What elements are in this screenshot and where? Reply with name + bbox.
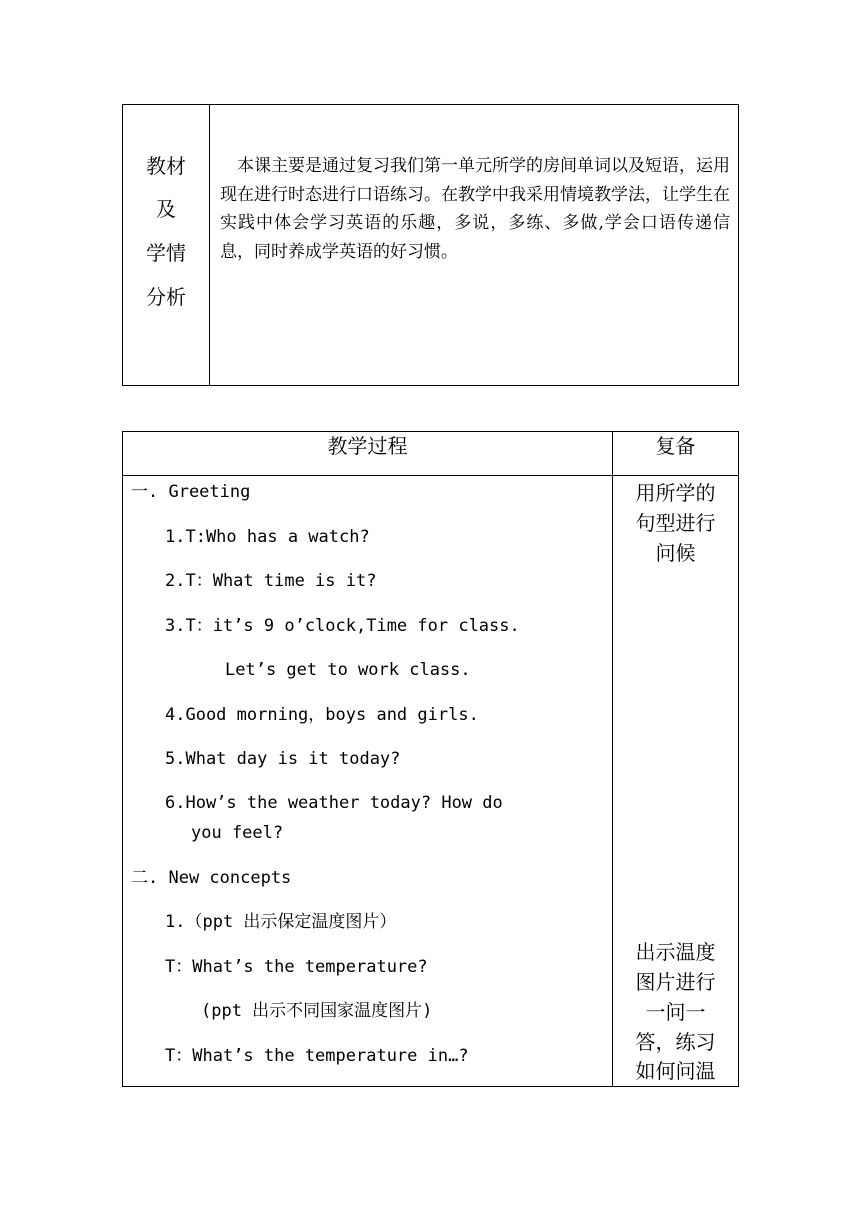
process-line: 4.Good morning，boys and girls. <box>165 705 479 725</box>
process-column-header: 教学过程 <box>327 434 408 458</box>
process-table-header-divider <box>122 475 739 476</box>
analysis-label-line: 及 <box>156 197 176 221</box>
note-line: 用所学的 <box>635 481 716 505</box>
note-line: 答，练习 <box>635 1030 716 1054</box>
process-line: 1.T:Who has a watch? <box>165 527 370 547</box>
section-heading-greeting: 一. Greeting <box>131 482 251 502</box>
analysis-paragraph: 本课主要是通过复习我们第一单元所学的房间单词以及短语，运用现在进行时态进行口语练习。在教学中我采用情境教学法，让学生在实践中体会学习英语的乐趣，多说，多练、多做,学会口语传递信息，同时养成学英语的好习惯。 <box>220 156 730 262</box>
process-line: 1.（ppt 出示保定温度图片） <box>165 912 397 932</box>
note-line: 如何问温 <box>635 1059 716 1083</box>
analysis-label-line: 教材 <box>146 154 186 178</box>
analysis-label-line: 学情 <box>146 241 186 265</box>
process-line: (ppt 出示不同国家温度图片) <box>201 1001 433 1021</box>
notes-column-header: 复备 <box>655 434 696 458</box>
process-line: 5.What day is it today? <box>165 749 401 769</box>
note-line: 图片进行 <box>635 970 716 994</box>
process-line: 2.T：What time is it? <box>165 571 377 591</box>
process-line: T：What’s the temperature in…? <box>165 1046 469 1066</box>
analysis-table-divider <box>209 104 210 386</box>
process-line: 3.T：it’s 9 o’clock,Time for class. <box>165 616 520 636</box>
section-heading-new-concepts: 二. New concepts <box>131 868 292 888</box>
process-line: 6.How’s the weather today? How do <box>165 793 503 813</box>
note-line: 一问一 <box>645 1000 706 1024</box>
note-line: 句型进行 <box>635 511 716 535</box>
note-line: 出示温度 <box>635 940 716 964</box>
process-line: you feel? <box>191 823 284 843</box>
process-line: T：What’s the temperature? <box>165 957 428 977</box>
note-line: 问候 <box>655 541 696 565</box>
analysis-label-line: 分析 <box>146 285 186 309</box>
process-line: Let’s get to work class. <box>225 660 471 680</box>
